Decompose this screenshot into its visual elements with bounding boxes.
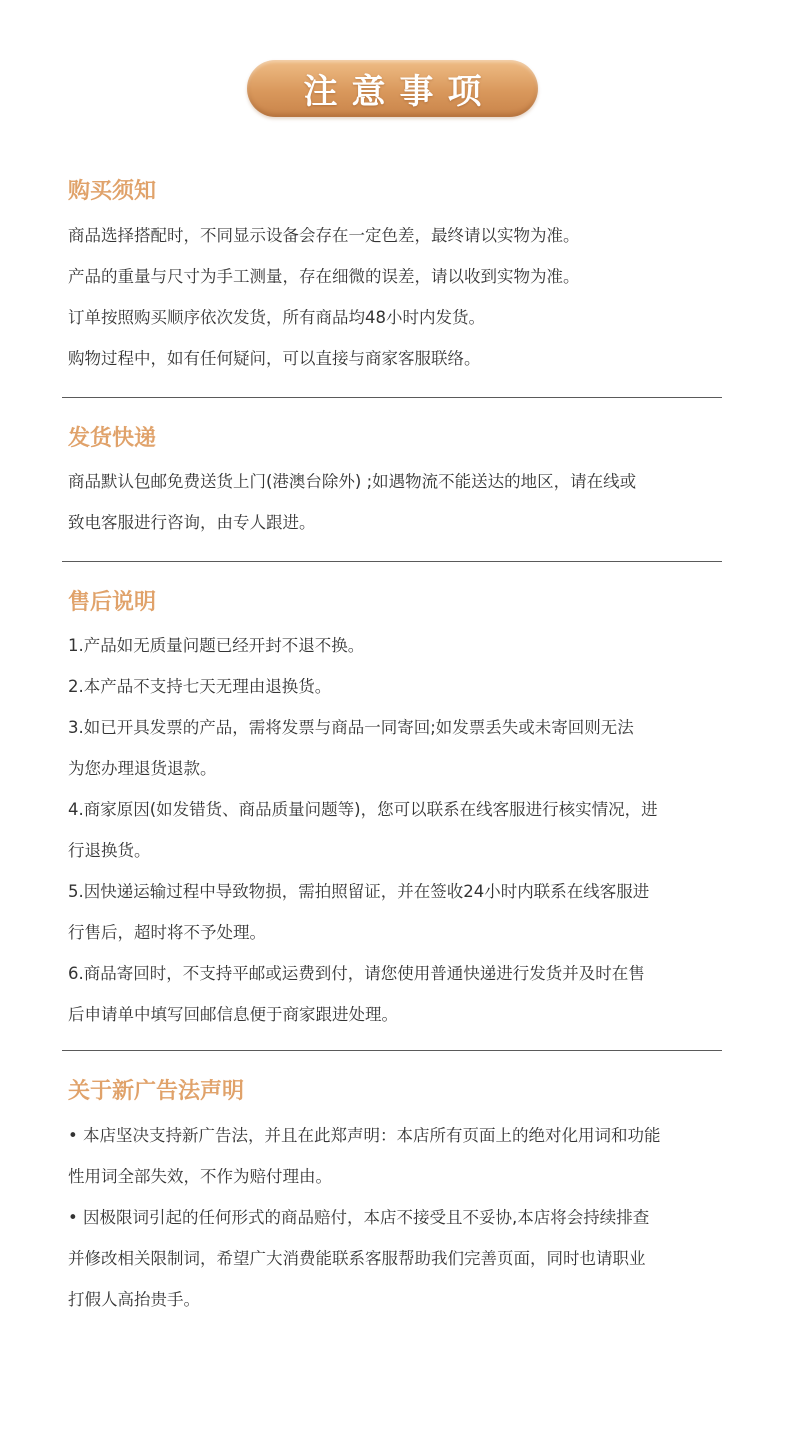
text-line: 致电客服进行咨询，由专人跟进。: [68, 513, 316, 532]
text-line: 产品的重量与尺寸为手工测量，存在细微的误差，请以收到实物为准。: [68, 267, 580, 286]
section-heading: 购买须知: [68, 179, 157, 204]
text-line: 并修改相关限制词，希望广大消费能联系客服帮助我们完善页面，同时也请职业: [68, 1249, 646, 1268]
section-heading: 售后说明: [68, 590, 157, 615]
text-line: 行退换货。: [68, 841, 151, 860]
text-line: 3.如已开具发票的产品，需将发票与商品一同寄回;如发票丢失或未寄回则无法: [68, 718, 634, 737]
divider: [62, 1050, 722, 1051]
text-line: 行售后，超时将不予处理。: [68, 923, 266, 942]
text-line: 后申请单中填写回邮信息便于商家跟进处理。: [68, 1005, 398, 1024]
text-line: • 因极限词引起的任何形式的商品赔付，本店不接受且不妥协,本店将会持续排查: [68, 1208, 650, 1227]
text-line: 5.因快递运输过程中导致物损，需拍照留证，并在签收24小时内联系在线客服进: [68, 882, 650, 901]
text-line: 打假人高抬贵手。: [68, 1290, 200, 1309]
text-line: • 本店坚决支持新广告法，并且在此郑声明：本店所有页面上的绝对化用词和功能: [68, 1126, 661, 1145]
title-banner: [247, 60, 538, 117]
text-line: 1.产品如无质量问题已经开封不退不换。: [68, 636, 365, 655]
page-title: 注意事项: [303, 72, 496, 112]
text-line: 2.本产品不支持七天无理由退换货。: [68, 677, 332, 696]
text-line: 4.商家原因(如发错货、商品质量问题等)，您可以联系在线客服进行核实情况，进: [68, 800, 658, 819]
text-line: 商品选择搭配时，不同显示设备会存在一定色差，最终请以实物为准。: [68, 226, 580, 245]
section-heading: 关于新广告法声明: [68, 1079, 245, 1104]
text-line: 性用词全部失效，不作为赔付理由。: [68, 1167, 332, 1186]
text-line: 商品默认包邮免费送货上门(港澳台除外) ;如遇物流不能送达的地区，请在线或: [68, 472, 637, 491]
text-line: 6.商品寄回时，不支持平邮或运费到付，请您使用普通快递进行发货并及时在售: [68, 964, 645, 983]
divider: [62, 397, 722, 398]
divider: [62, 561, 722, 562]
section-heading: 发货快递: [68, 426, 157, 451]
text-line: 购物过程中，如有任何疑问，可以直接与商家客服联络。: [68, 349, 481, 368]
text-line: 为您办理退货退款。: [68, 759, 217, 778]
text-line: 订单按照购买顺序依次发货，所有商品均48小时内发货。: [68, 308, 485, 327]
